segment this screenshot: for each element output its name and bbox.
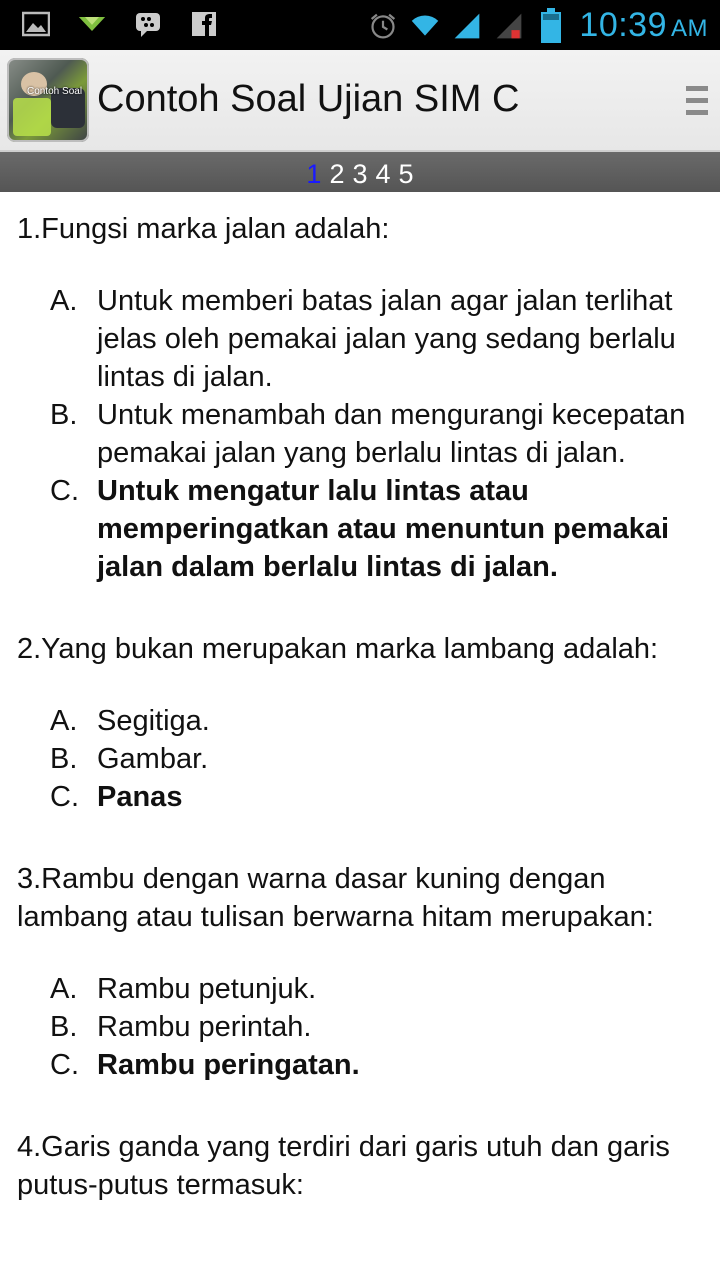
page-tab-3[interactable]: 3	[352, 159, 368, 189]
option-text: Segitiga.	[97, 705, 210, 737]
question-text: 1.Fungsi marka jalan adalah:	[17, 213, 390, 245]
question-text: 3.Rambu dengan warna dasar kuning dengan lambang atau tulisan berwarna hitam merupakan:	[17, 863, 654, 933]
question-item	[0, 630, 720, 816]
page-tab-1[interactable]: 1	[306, 159, 322, 189]
answer-options	[17, 970, 700, 1084]
question-text: 2.Yang bukan merupakan marka lambang adalah:	[17, 633, 659, 665]
battery-icon	[537, 12, 565, 40]
answer-option	[17, 1008, 700, 1046]
option-text: Untuk memberi batas jalan agar jalan terlihat jelas oleh pemakai jalan yang sedang berlalu lintas di jalan.	[97, 285, 676, 393]
option-text: Untuk menambah dan mengurangi kecepatan pemakai jalan yang berlalu lintas di jalan.	[97, 399, 686, 469]
question-text: 4.Garis ganda yang terdiri dari garis utuh dan garis putus-putus termasuk:	[17, 1131, 670, 1201]
option-letter: A.	[50, 705, 78, 737]
signal-2-icon	[495, 12, 523, 40]
download-icon	[78, 10, 106, 38]
option-letter: C.	[50, 781, 79, 813]
bbm-icon	[134, 10, 162, 38]
status-clock: 10:39 AM	[579, 6, 708, 44]
option-letter: B.	[50, 1011, 78, 1043]
answer-options	[17, 282, 700, 586]
option-letter: B.	[50, 743, 78, 775]
answer-option	[17, 396, 700, 472]
answer-option	[17, 970, 700, 1008]
page-tab-2[interactable]: 2	[329, 159, 345, 189]
page-tabs	[0, 152, 720, 192]
answer-option	[17, 702, 700, 740]
facebook-icon	[190, 10, 218, 38]
option-letter: A.	[50, 285, 78, 317]
answer-option	[17, 282, 700, 396]
answer-options	[17, 702, 700, 816]
status-right-icons	[369, 6, 708, 45]
correct-answer-option	[17, 1046, 700, 1084]
question-item	[0, 210, 720, 586]
option-letter: C.	[50, 475, 79, 507]
page-tab-4[interactable]: 4	[375, 159, 391, 189]
action-bar	[0, 50, 720, 152]
wifi-icon	[411, 12, 439, 40]
signal-icon	[453, 12, 481, 40]
app-title: Contoh Soal Ujian SIM C	[97, 78, 520, 120]
option-text: Rambu petunjuk.	[97, 973, 317, 1005]
option-text: Untuk mengatur lalu lintas atau memperingatkan atau menuntun pemakai jalan dalam berlalu lintas di jalan.	[97, 475, 670, 583]
gallery-icon	[22, 10, 50, 38]
option-text: Gambar.	[97, 743, 209, 775]
overflow-menu-icon[interactable]	[686, 86, 708, 120]
option-letter: B.	[50, 399, 78, 431]
questions-list	[0, 192, 720, 1204]
answer-option	[17, 740, 700, 778]
correct-answer-option	[17, 778, 700, 816]
alarm-icon	[369, 12, 397, 40]
page-tab-5[interactable]: 5	[398, 159, 414, 189]
option-text: Rambu peringatan.	[97, 1049, 360, 1081]
option-text: Rambu perintah.	[97, 1011, 312, 1043]
option-text: Panas	[97, 781, 183, 813]
question-item	[0, 1128, 720, 1204]
status-left-icons	[22, 10, 218, 38]
option-letter: C.	[50, 1049, 79, 1081]
app-logo[interactable]: Contoh Soal	[7, 58, 89, 142]
question-item	[0, 860, 720, 1084]
status-bar	[0, 0, 720, 50]
option-letter: A.	[50, 973, 78, 1005]
correct-answer-option	[17, 472, 700, 586]
